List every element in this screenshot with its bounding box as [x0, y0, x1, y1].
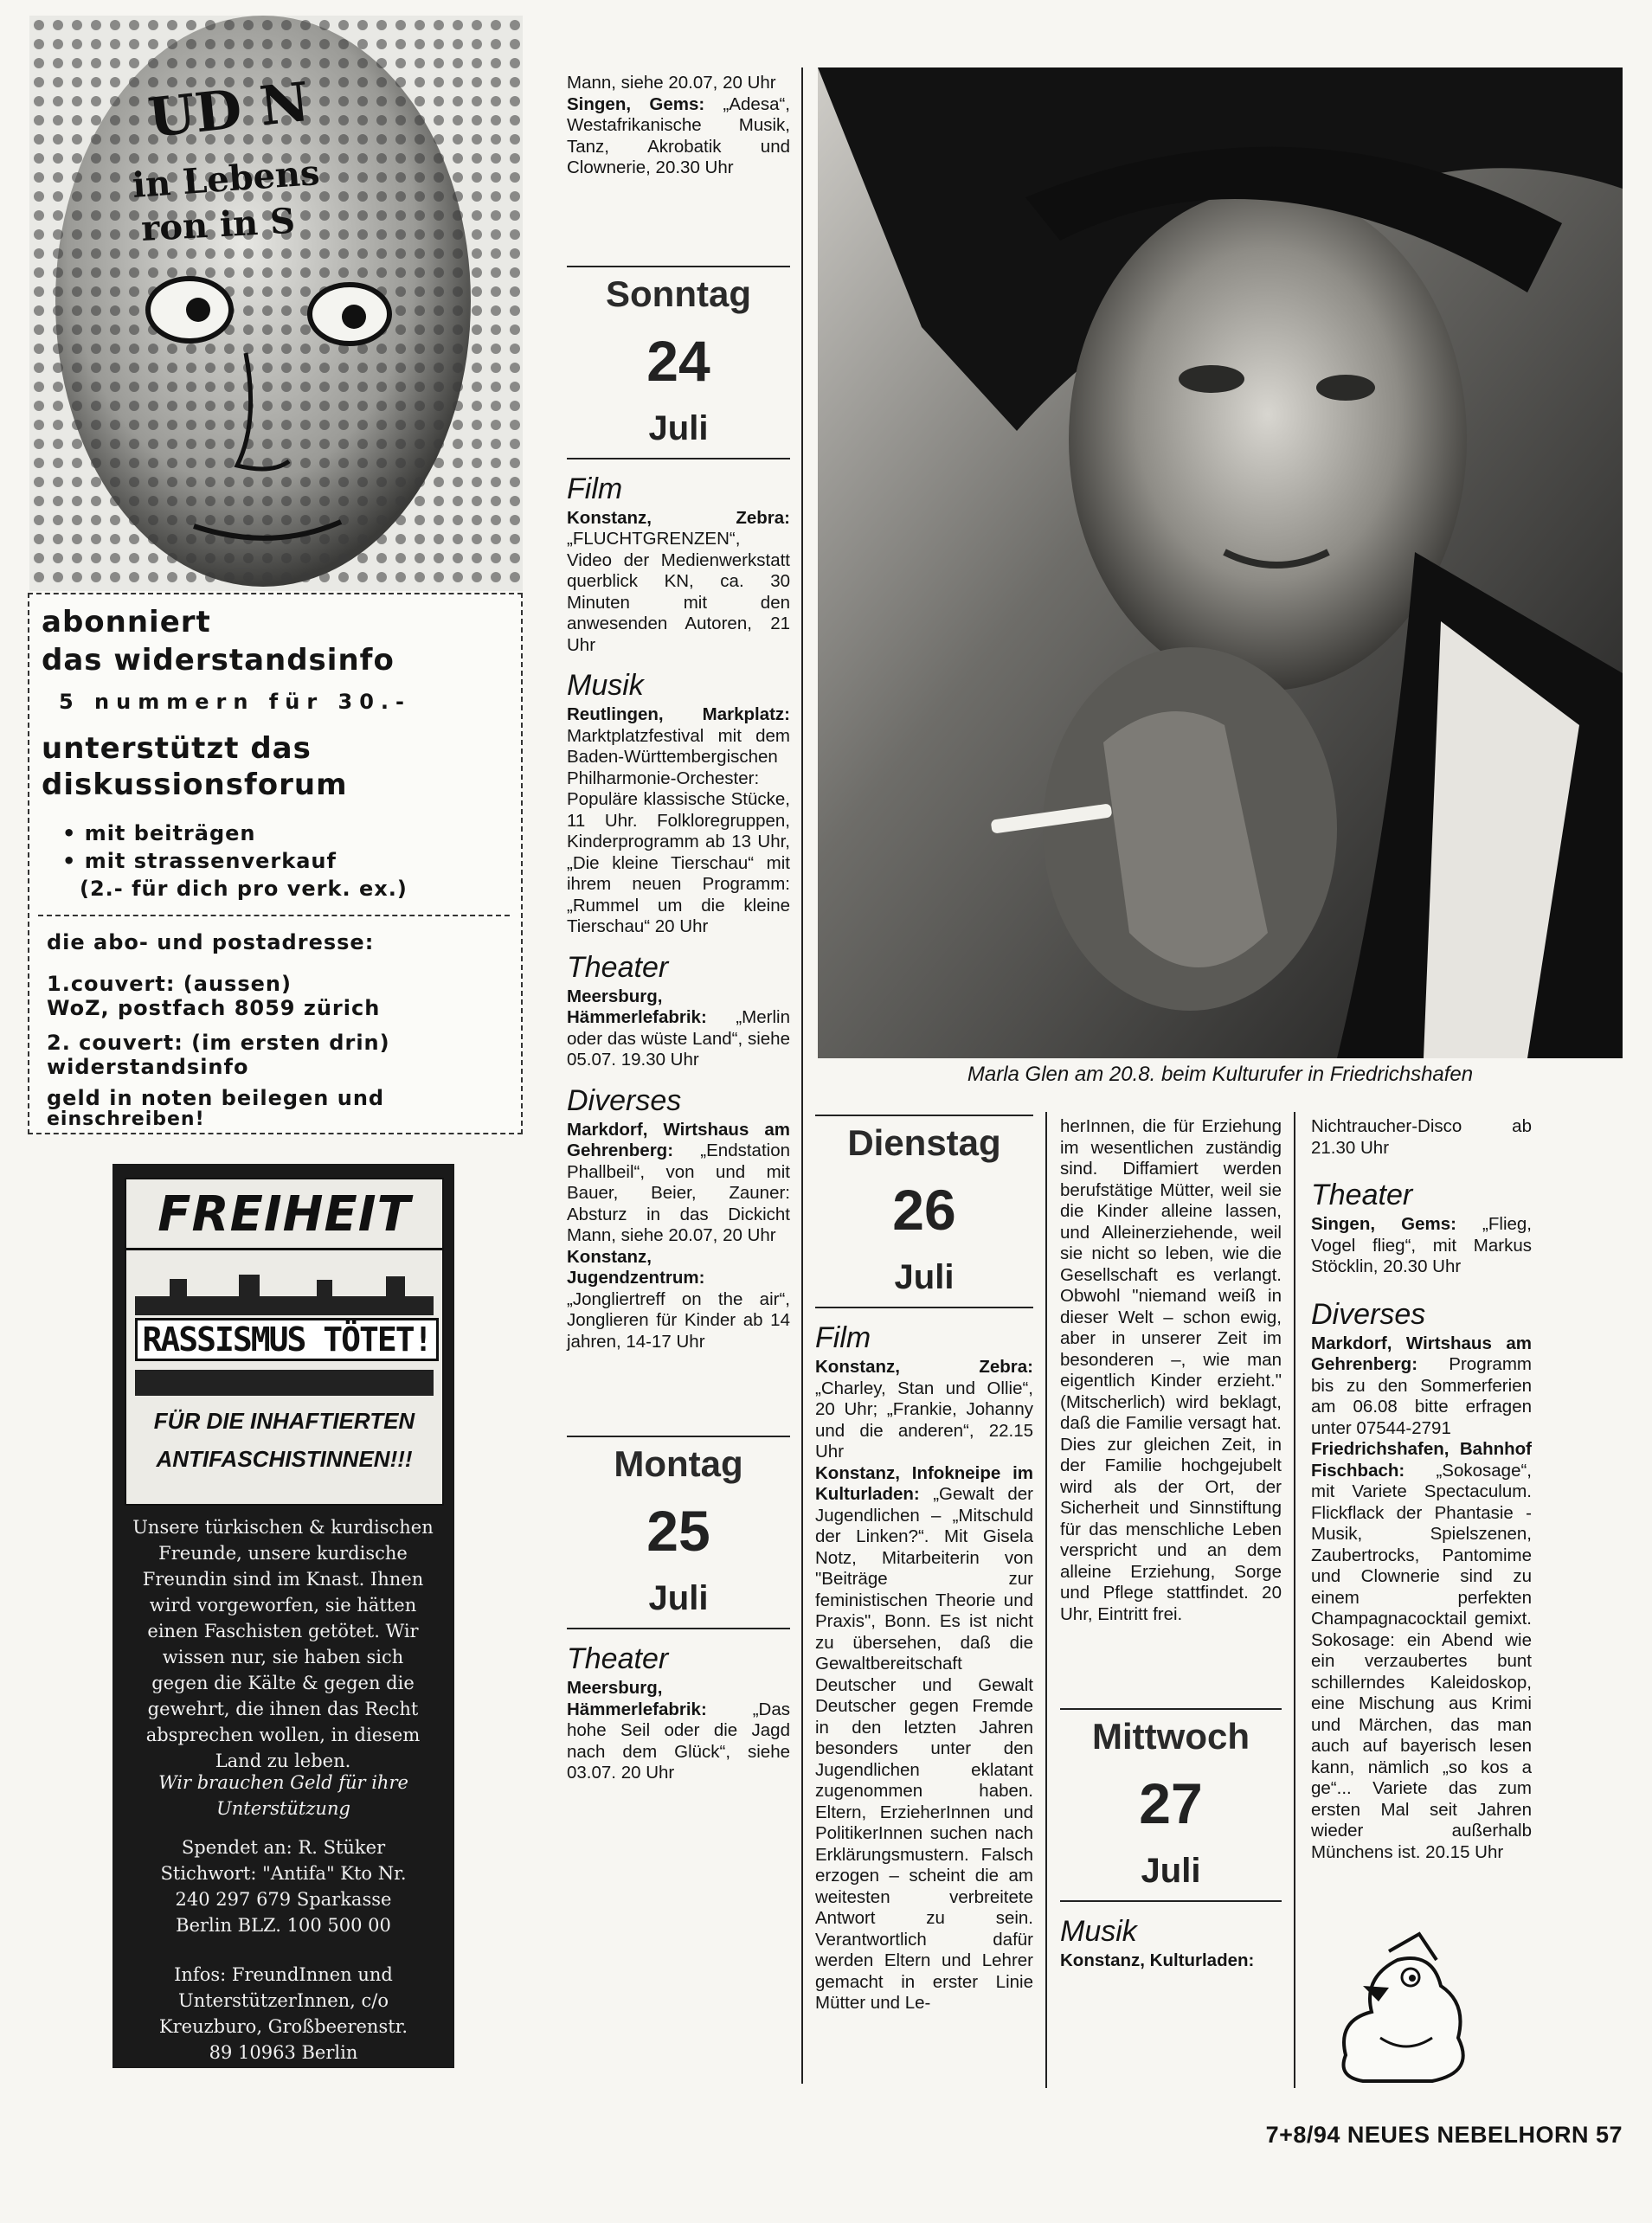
abo-divider — [38, 915, 510, 916]
listing-text: „Gewalt der Jugendlichen – „Mitschuld der Linken?“. Mit Gisela Notz, Mitarbeiterin von "Beiträge zur feministischen Theorie und Praxis", Bonn. Es ist nicht zu übersehen, daß die Gewaltbereitschaft Deutscher und Gewalt Deutscher gegen Fremde in den letzten Jahren besonders unter den Jugendlichen eklatant zugenommen haben. Eltern, ErzieherInnen und PolitikerInnen suchen nach Erklärungsmustern. Falsch erzogen – scheint die am weitesten verbreitete Antwort zu sein. Verantwortlich dafür werden Eltern und Lehrer gemacht in erster Linie Mütter und Le- — [815, 1484, 1033, 2013]
freiheit-appeal: Wir brauchen Geld für ihre Unterstützung — [158, 1772, 408, 1819]
day-month: Juli — [894, 1258, 955, 1296]
day-header-montag — [567, 1436, 790, 1629]
day-date: 24 — [646, 328, 710, 393]
day-name: Dienstag — [847, 1122, 1001, 1163]
abo-line: 2. couvert: (im ersten drin) — [47, 1031, 390, 1055]
abo-line: widerstandsinfo — [47, 1055, 249, 1079]
day-date: 27 — [1139, 1771, 1203, 1835]
day-month: Juli — [648, 408, 709, 447]
listing-venue: Meersburg, Hämmerlefabrik: — [567, 1678, 707, 1719]
listing-text: „FLUCHTGRENZEN“, Video der Medienwerkstatt querblick KN, ca. 30 Minuten mit den anwesenden Autoren, 21 Uhr — [567, 529, 790, 655]
listing-venue: Friedrichshafen, Bahnhof Fischbach: — [1311, 1439, 1532, 1481]
listing-venue: Markdorf, Wirtshaus am Gehrenberg: — [1311, 1333, 1532, 1374]
freiheit-title: FREIHEIT — [126, 1186, 442, 1250]
listing-text: Programm bis zu den Sommerferien am 06.08 bitte erfragen unter 07544-2791 — [1311, 1354, 1532, 1438]
category-heading: Film — [567, 472, 623, 505]
column-5 — [1311, 1116, 1532, 1863]
listing-venue: Konstanz, Kulturladen: — [1060, 1950, 1255, 1970]
freiheit-donate: Spendet an: R. Stüker Stichwort: "Antifa" Kto Nr. 240 297 679 Sparkasse Berlin BLZ. 100 500 00 — [160, 1837, 407, 1936]
listing-text: „Das hohe Seil oder die Jagd nach dem Glück“, siehe 03.07. 20 Uhr — [567, 1699, 790, 1783]
svg-text:UD N: UD N — [145, 69, 312, 150]
listing-text: „Endstation Phallbeil“, von und mit Bauer, Beier, Zauner: Absturz in das Dickicht Mann, siehe 20.07, 20 Uhr — [567, 1140, 790, 1245]
slogan-rassismus: RASSISMUS TÖTET! — [135, 1318, 439, 1361]
listing-venue: Markdorf, Wirtshaus am Gehrenberg: — [567, 1119, 790, 1160]
freiheit-infos: Infos: FreundInnen und UnterstützerInnen, c/o Kreuzburo, Großbeerenstr. 89 10963 Berlin — [158, 1964, 408, 2063]
abo-ad-box — [28, 593, 523, 1134]
day-header-mittwoch — [1060, 1708, 1282, 1902]
photo-caption: Marla Glen am 20.8. beim Kulturufer in Friedrichshafen — [967, 1063, 1474, 1086]
svg-text:ron in S: ron in S — [140, 200, 297, 249]
abo-line: diskussionsforum — [42, 768, 348, 802]
category-heading: Film — [815, 1321, 871, 1354]
column-2 — [567, 73, 790, 1784]
listing-text: Marktplatzfestival mit dem Baden-Württembergischen Philharmonie-Orchester: Populäre klassische Stücke, 11 Uhr. Folkloregruppen, Kinderprogramm ab 13 Uhr, „Die kleine Tierschau“ mit ihrem neuen Programm: „Rummel um die kleine Tierschau“ 20 Uhr — [567, 725, 790, 936]
category-heading: Theater — [567, 950, 669, 984]
listing-text: „Sokosage“, mit Variete Spectaculum. Flickflack der Phantasie - Musik, Spielszenen, Zaubertrocks, Pantomime und Clownerie sind zu einem perfekten Champagnacocktail gemixt. Sokosage: ein Abend wie ein verzaubertes bunt schillerndes Kaleidoskop, eine Mischung aus Krimi und Märchen, das man auch auf bayerisch lesen kann, nämlich „so kos a ge“... Variete das zum ersten Mal seit Jahren wieder außerhalb Münchens ist. 20.15 Uhr — [1311, 1460, 1532, 1862]
listing-venue: Konstanz, Jugendzentrum: — [567, 1246, 705, 1288]
abo-line: die abo- und postadresse: — [47, 930, 375, 954]
category-heading: Musik — [567, 669, 644, 702]
day-month: Juli — [1141, 1852, 1201, 1890]
day-name: Sonntag — [606, 273, 751, 314]
abo-line: geld in noten beilegen und — [47, 1086, 385, 1110]
freiheit-banner — [125, 1178, 444, 1506]
listing-venue: Reutlingen, Markplatz: — [567, 704, 790, 724]
bird-cartoon-icon — [1328, 1925, 1475, 2090]
fist-crowd-graphic — [135, 1275, 434, 1318]
listing-venue: Singen, Gems: — [567, 93, 705, 114]
freiheit-sub1: FÜR DIE INHAFTIERTEN — [153, 1408, 415, 1434]
column-4 — [1060, 1116, 1282, 1972]
listing-venue: Singen, Gems: — [1311, 1214, 1456, 1234]
abo-line: abonniert — [42, 605, 211, 639]
day-date: 26 — [892, 1178, 956, 1242]
listing-venue: Konstanz, Zebra: — [815, 1357, 1033, 1377]
column-rule — [1045, 1112, 1047, 2088]
listing-venue: Meersburg, Hämmerlefabrik: — [567, 986, 707, 1027]
abo-line: WoZ, postfach 8059 zürich — [47, 996, 381, 1020]
abo-line: einschreiben! — [47, 1108, 205, 1130]
listing-text: „Charley, Stan und Ollie“, 20 Uhr; „Frankie, Johanny und die anderen“, 22.15 Uhr — [815, 1378, 1033, 1462]
listing-text: „Flieg, Vogel flieg“, mit Markus Stöcklin, 20.30 Uhr — [1311, 1214, 1532, 1276]
category-heading: Theater — [1311, 1179, 1413, 1211]
listing-text: „Jongliertreff on the air“, Jonglieren für Kinder ab 14 jahren, 14-17 Uhr — [567, 1288, 790, 1352]
abo-line: 5 nummern für 30.- — [59, 690, 411, 714]
freiheit-ad — [112, 1164, 454, 2068]
listing-text: Mann, siehe 20.07, 20 Uhr — [567, 73, 776, 93]
listing-text: Nichtraucher-Disco ab 21.30 Uhr — [1311, 1116, 1532, 1158]
listing-venue: Konstanz, Zebra: — [567, 507, 790, 528]
abo-line: • mit beiträgen — [62, 821, 256, 845]
marla-glen-photo — [818, 67, 1623, 1058]
category-heading: Musik — [1060, 1915, 1137, 1948]
abo-line: • mit strassenverkauf — [62, 849, 337, 873]
abo-line: 1.couvert: (aussen) — [47, 972, 292, 996]
category-heading: Diverses — [1311, 1297, 1426, 1331]
day-name: Montag — [614, 1443, 743, 1484]
abo-line: unterstützt das — [42, 731, 312, 766]
day-header-sonntag — [567, 266, 790, 459]
slogan-underline — [135, 1370, 434, 1396]
listing-text: „Adesa“, Westafrikanische Musik, Tanz, Akrobatik und Clownerie, 20.30 Uhr — [567, 93, 791, 177]
day-name: Mittwoch — [1092, 1716, 1250, 1757]
freiheit-sub2: ANTIFASCHISTINNEN!!! — [156, 1446, 413, 1472]
listing-text: herInnen, die für Erziehung im wesentlichen zuständig sind. Diffamiert werden berufstätige Mütter, weil sie die Kinder alleine lassen, und Alleinerziehende, weil sie nicht so leben, wie die Gesellschaft es verlangt. Obwohl "niemand weiß in dieser Welt – schon ewig, aber in unserer Zeit im besonderen –, wie man eigentlich Kinder erzieht." (Mitscherlich) wird beklagt, daß die Familie versagt hat. Dies zur gleichen Zeit, in der Familie hochgejubelt wird als der Ort, der Sicherheit und Sinnstiftung für das menschliche Leben verspricht und an dem alleine Erziehung, Sorge und Pflege stattfindet. 20 Uhr, Eintritt frei. — [1060, 1116, 1282, 1624]
abo-line: (2.- für dich pro verk. ex.) — [80, 877, 408, 901]
freiheit-body: Unsere türkischen & kurdischen Freunde, unsere kurdische Freundin sind im Knast. Ihnen wird vorgeworfen, sie hätten einen Faschisten getötet. Wir wissen nur, sie haben sich gegen die Kälte & gegen die gewehrt, die ihnen das Recht absprechen wollen, in diesem Land zu leben. — [132, 1517, 434, 1771]
column-3 — [815, 1115, 1033, 2014]
listing-text: „Merlin oder das wüste Land“, siehe 05.07. 19.30 Uhr — [567, 1007, 790, 1070]
listing-venue: Konstanz, Infokneipe im Kulturladen: — [815, 1462, 1033, 1504]
svg-text:in Lebens: in Lebens — [131, 151, 321, 206]
page-footer: 7+8/94 NEUES NEBELHORN 57 — [1265, 2122, 1623, 2148]
day-month: Juli — [648, 1579, 709, 1617]
day-header-dienstag — [815, 1115, 1033, 1308]
day-date: 25 — [646, 1499, 710, 1563]
column-rule — [801, 67, 803, 2084]
newspaper-head-image — [29, 16, 523, 591]
category-heading: Theater — [567, 1642, 669, 1675]
column-rule — [1294, 1112, 1295, 2088]
abo-line: das widerstandsinfo — [42, 643, 395, 678]
category-heading: Diverses — [567, 1083, 682, 1117]
